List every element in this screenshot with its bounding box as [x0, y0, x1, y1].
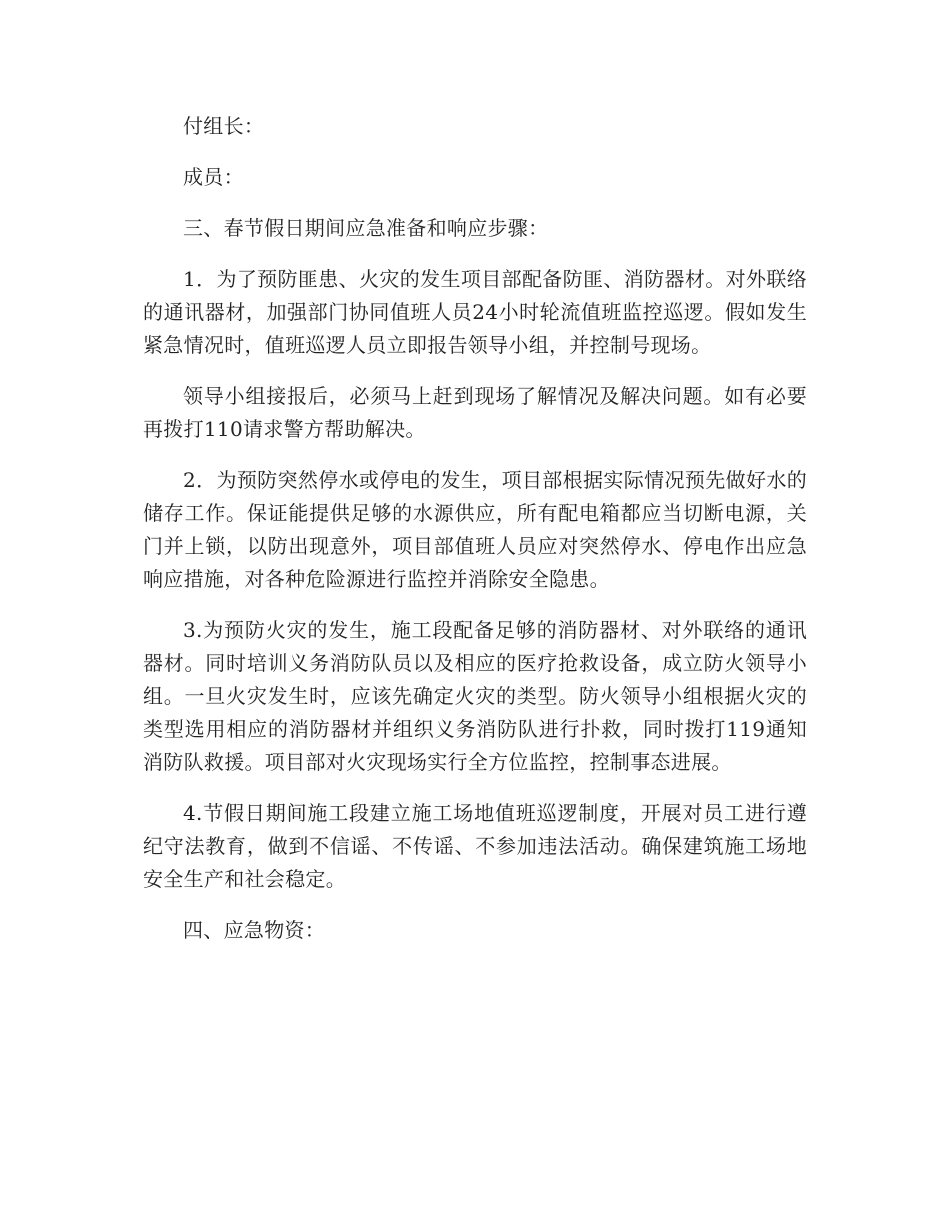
- deputy-leader-line: 付组长：: [183, 114, 265, 138]
- document-body: [143, 110, 807, 965]
- members-line: 成员：: [183, 165, 244, 189]
- paragraph-item-2: 2．为预防突然停水或停电的发生，项目部根据实际情况预先做好水的储存工作。保证能提供足够的水源供应，所有配电箱都应当切断电源，关门并上锁，以防出现意外，项目部值班人员应对突然停水、停电作出应急响应措施，对各种危险源进行监控并消除安全隐患。: [143, 468, 807, 591]
- section-heading-4: 四、应急物资：: [183, 918, 326, 942]
- paragraph-leader-response: 领导小组接报后，必须马上赶到现场了解情况及解决问题。如有必要再拨打110请求警方帮助解决。: [143, 384, 807, 441]
- paragraph-item-3: 3.为预防火灾的发生，施工段配备足够的消防器材、对外联络的通讯器材。同时培训义务消防队员以及相应的医疗抢救设备，成立防火领导小组。一旦火灾发生时，应该先确定火灾的类型。防火领导小组根据火灾的类型选用相应的消防器材并组织义务消防队进行扑救，同时拨打119通知消防队救援。项目部对火灾现场实行全方位监控，控制事态进展。: [143, 618, 807, 774]
- paragraph-item-4: 4.节假日期间施工段建立施工场地值班巡逻制度，开展对员工进行遵纪守法教育，做到不信谣、不传谣、不参加违法活动。确保建筑施工场地安全生产和社会稳定。: [143, 801, 807, 891]
- section-heading-3: 三、春节假日期间应急准备和响应步骤：: [183, 216, 549, 240]
- paragraph-item-1: 1．为了预防匪患、火灾的发生项目部配备防匪、消防器材。对外联络的通讯器材，加强部门协同值班人员24小时轮流值班监控巡逻。假如发生紧急情况时，值班巡逻人员立即报告领导小组，并控制号现场。: [143, 267, 807, 357]
